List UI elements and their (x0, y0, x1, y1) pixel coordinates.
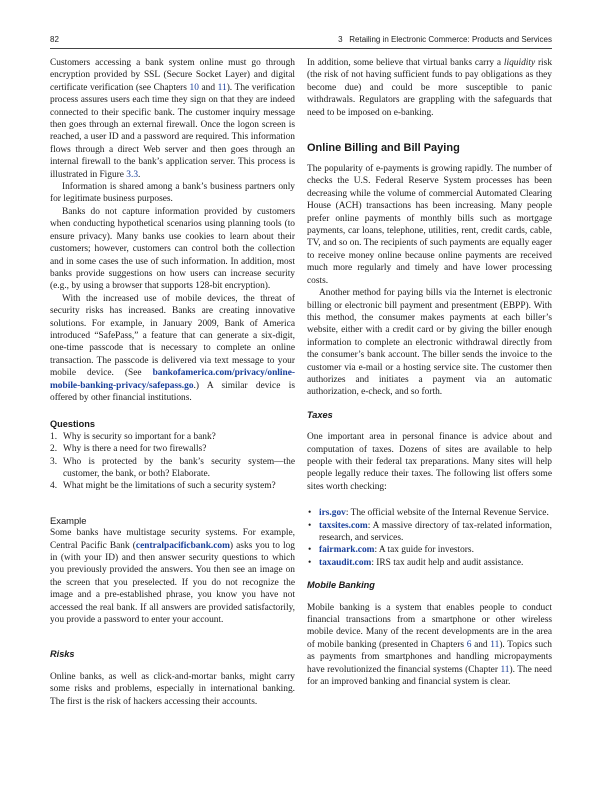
paragraph-cookies: Banks do not capture information provided by customers when conducting hypothetical scenarios using planning tools (to ensure privacy). Many banks use cookies to learn about their customers; however, customers can control both the collection and in some cases the use of such information. In addition, most banks provide suggestions on how users can increase security (e.g., by using a browser that supports 128-bit encryption). (50, 206, 295, 292)
section-title-online-billing: Online Billing and Bill Paying (307, 142, 460, 155)
chapter-ref-link[interactable]: 11 (217, 82, 227, 93)
questions-heading: Questions (50, 419, 95, 430)
questions-list (50, 431, 295, 493)
paragraph-ssl (50, 57, 295, 181)
question-number: 2. (50, 444, 58, 455)
question-item (50, 443, 295, 455)
text-run: risk (the risk of not having sufficient funds to pay obligations as they become due) and could be more susceptible to panic withdrawals. Regulators are grappling with the safeguards that need to be imposed on e-banking. (307, 58, 552, 118)
chapter-ref-link[interactable]: 6 (466, 639, 472, 650)
text-run: . (138, 169, 141, 180)
list-item-text: : The official website of the Internal Revenue Service. (345, 508, 549, 519)
paragraph-mobile-security (50, 293, 295, 405)
question-text: What might be the limitations of such a security system? (63, 481, 276, 492)
running-title: 3 Retailing in Electronic Commerce: Products and Services (338, 35, 552, 44)
text-run: ) asks you to log in (with your ID) and then answer security questions to which you previously provided the answers. You then see an image on the screen that you preselected. If you do not recognize the image and a pre-established phrase, you know you have not accessed the real bank. If all answers are provided satisfactorily, you provide a password to enter your account. (50, 540, 295, 626)
paragraph-example (50, 527, 295, 626)
irs-link[interactable]: irs.gov (319, 508, 346, 519)
list-item (307, 557, 552, 569)
paragraph-sharing: Information is shared among a bank’s business partners only for legitimate business purposes. (50, 182, 295, 205)
question-number: 4. (50, 481, 58, 492)
centralpacificbank-link[interactable]: centralpacificbank.com (135, 540, 230, 551)
bullet-icon: • (308, 508, 312, 519)
bullet-icon: • (308, 520, 312, 531)
taxaudit-link[interactable]: taxaudit.com (319, 557, 372, 568)
paragraph-liquidity (307, 57, 552, 119)
list-item-text: : A massive directory of tax-related information, research, and services. (319, 520, 552, 543)
text-run: Customers accessing a bank system online must go through encryption provided by SSL (Secure Socket Layer) and digital certificate verification (see Chapters (50, 58, 295, 93)
bullet-icon: • (308, 557, 312, 568)
question-text: Why is there a need for two firewalls? (63, 444, 207, 455)
text-emphasis: liquidity (503, 58, 536, 68)
example-heading: Example (50, 514, 87, 526)
question-text: Who is protected by the bank’s security system—the customer, the bank, or both? Elaborate. (63, 456, 295, 479)
paragraph-taxes: One important area in personal finance is advice about and computation of taxes. Dozens of sites are available to help people with their federal tax preparations. Many sites will help people legally reduce their taxes. The following list offers some sites worth checking: (307, 432, 552, 492)
risks-heading: Risks (50, 649, 75, 660)
chapter-ref-link[interactable]: 11 (500, 664, 510, 675)
list-item (307, 520, 552, 545)
list-item-text: : IRS tax audit help and audit assistance. (371, 557, 524, 568)
bullet-icon: • (308, 545, 312, 556)
list-item (307, 544, 552, 556)
text-run: ). Topics such as payments from smartphones and handling micropayments have revolutionized the financial systems (Chapter (307, 639, 552, 675)
left-column (50, 57, 295, 708)
text-run: and (198, 82, 218, 93)
fairmark-link[interactable]: fairmark.com (319, 545, 375, 556)
list-item-text: : A tax guide for investors. (374, 545, 474, 556)
running-header (50, 35, 552, 47)
tax-sites-list (307, 507, 552, 569)
text-run: ). The verification process assures users each time they sign on that they are indeed connected to their specific bank. The customer inquiry message then goes through an external firewall. Once the logon screen is reached, a user ID and a password are required. This information flows through a direct Web server and then goes through an internal firewall to the bank’s application server. This process is illustrated in Figure (50, 82, 295, 180)
question-text: Why is security so important for a bank? (63, 431, 216, 442)
text-run: ). The need for an improved banking and financial system is clear. (307, 664, 552, 688)
list-item (307, 507, 552, 519)
question-item (50, 431, 295, 443)
taxsites-link[interactable]: taxsites.com (319, 520, 368, 531)
question-item (50, 456, 295, 481)
header-rule (50, 48, 552, 49)
question-number: 3. (50, 456, 58, 467)
text-run: and (471, 639, 491, 650)
taxes-heading: Taxes (307, 409, 333, 420)
chapter-ref-link[interactable]: 10 (189, 82, 199, 93)
right-column (307, 57, 552, 688)
text-run: In addition, some believe that virtual banks carry a (307, 58, 504, 68)
safepass-link[interactable]: bankofamerica.com/privacy/online-mobile-banking-privacy/safepass.go (50, 368, 295, 391)
question-number: 1. (50, 431, 58, 442)
paragraph-mobile-banking (307, 602, 552, 689)
text-run: Some banks have multistage security systems. For example, Central Pacific Bank ( (50, 528, 295, 551)
paragraph-ebpp: Another method for paying bills via the Internet is electronic billing or electronic bill payment and presentment (EBPP). With this method, the consumer makes payments at each biller’s website, either with a credit card or by giving the biller enough information to complete an electronic withdrawal directly from the consumer’s bank account. The biller sends the invoice to the customer via e-mail or a hosting service site. The customer then authorizes and initiates a payment via an automatic authorization, e-check, and so forth. (307, 288, 552, 398)
text-run: .) A similar device is offered by other financial institutions. (50, 380, 295, 403)
text-run: With the increased use of mobile devices, the threat of security risks has increased. Banks are creating innovative solutions. For example, in January 2009, Bank of America introduced “SafePass,” a feature that can generate a six-digit, one-time passcode that is necessary to complete an online transaction. The passcode is delivered via text message to your mobile device. (See (50, 293, 295, 379)
mobile-banking-heading: Mobile Banking (307, 580, 375, 591)
question-item (50, 480, 295, 492)
chapter-ref-link[interactable]: 11 (490, 639, 500, 650)
paragraph-e-payments: The popularity of e-payments is growing rapidly. The number of checks the U.S. Federal Reserve System processes has been decreasing while the volume of commercial Automated Clearing House (ACH) transactions has been increasing. Many people prefer online payments of monthly bills such as mortgage payments, car loans, telephone, utilities, rent, credit cards, cable, TV, and so on. The recipients of such payments are equally eager to receive money online because online payments are received much more regularly and timely and have lower processing costs. (307, 164, 552, 286)
text-run: Mobile banking is a system that enables people to conduct financial transactions from a smartphone or other wireless mobile device. Many of the recent developments are in the area of mobile banking (presented in Chapters (307, 602, 552, 650)
paragraph-risks: Online banks, as well as click-and-mortar banks, might carry some risks and problems, especially in international banking. The first is the risk of hackers accessing their accounts. (50, 671, 295, 707)
figure-ref-link[interactable]: 3.3 (126, 169, 139, 180)
page-number: 82 (50, 35, 59, 44)
